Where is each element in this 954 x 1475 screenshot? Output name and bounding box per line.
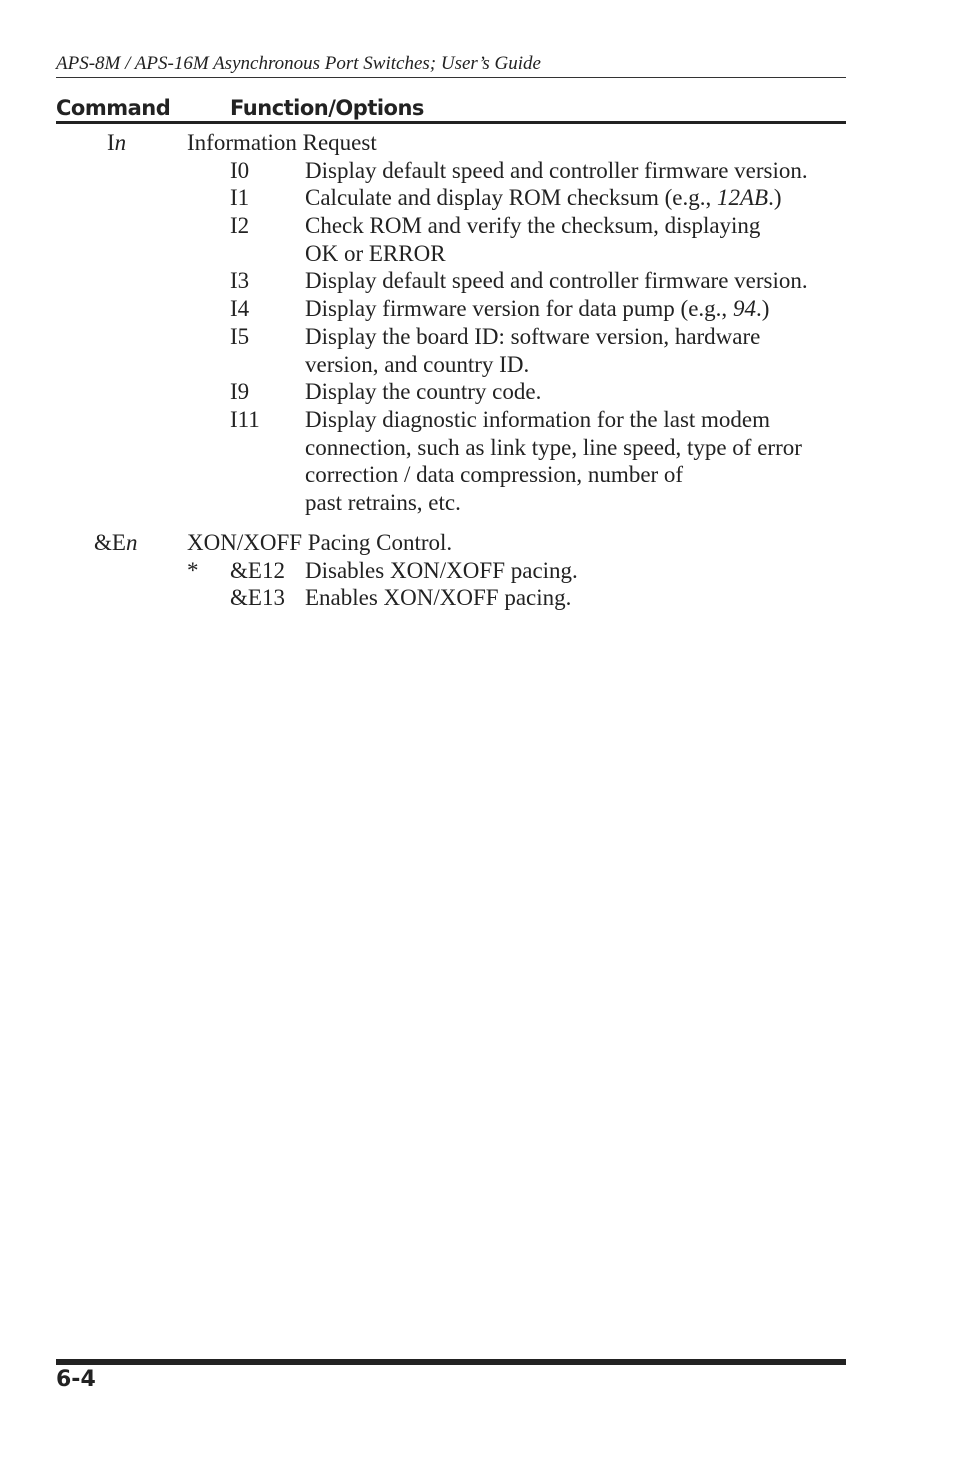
option-desc: version, and country ID.	[305, 352, 530, 377]
desc-example: 94	[732, 296, 756, 321]
option-desc: Enables XON/XOFF pacing.	[305, 585, 572, 610]
command-param: n	[114, 130, 127, 155]
running-head: APS-8M / APS-16M Asynchronous Port Switches; User’s Guide	[56, 52, 846, 78]
option-desc: Display default speed and controller firmware version.	[305, 268, 808, 293]
option-desc: Disables XON/XOFF pacing.	[305, 558, 578, 583]
option-desc: past retrains, etc.	[305, 490, 461, 515]
command-prefix: &E	[94, 530, 126, 555]
desc-text: Display firmware version for data pump (e.g.,	[305, 296, 733, 321]
option-code: I9	[230, 379, 250, 404]
option-code: &E12	[230, 558, 285, 583]
command-prefix: I	[107, 130, 115, 155]
default-marker: *	[187, 558, 199, 583]
desc-text: .)	[768, 185, 782, 210]
option-code: I0	[230, 158, 250, 183]
option-code: I1	[230, 185, 250, 210]
option-desc: Display the country code.	[305, 379, 542, 404]
section-title: Information Request	[187, 130, 377, 155]
option-code: I11	[230, 407, 260, 432]
command-param: n	[125, 530, 138, 555]
option-desc	[305, 295, 769, 323]
option-code: I4	[230, 296, 250, 321]
option-desc: Display the board ID: software version, hardware	[305, 324, 761, 349]
option-desc: Check ROM and verify the checksum, displaying	[305, 213, 761, 238]
command-in	[107, 129, 126, 157]
footer-rule	[56, 1359, 846, 1365]
section-title: XON/XOFF Pacing Control.	[187, 530, 453, 555]
option-desc	[305, 184, 782, 212]
page-number: 6-4	[56, 1367, 96, 1392]
command-en	[94, 529, 137, 557]
option-code: I3	[230, 268, 250, 293]
command-column-heading: Command	[56, 96, 171, 120]
option-desc: connection, such as link type, line speed, type of error	[305, 435, 802, 460]
desc-text: Calculate and display ROM checksum (e.g.,	[305, 185, 717, 210]
option-desc: correction / data compression, number of	[305, 462, 684, 487]
option-desc: OK or ERROR	[305, 241, 446, 266]
option-desc: Display default speed and controller firmware version.	[305, 158, 808, 183]
function-column-heading: Function/Options	[230, 96, 424, 120]
option-code: &E13	[230, 585, 285, 610]
column-header	[56, 95, 846, 124]
desc-text: .)	[755, 296, 770, 321]
option-code: I2	[230, 213, 250, 238]
desc-example: 12AB	[716, 185, 769, 210]
option-desc: Display diagnostic information for the last modem	[305, 407, 771, 432]
option-code: I5	[230, 324, 250, 349]
